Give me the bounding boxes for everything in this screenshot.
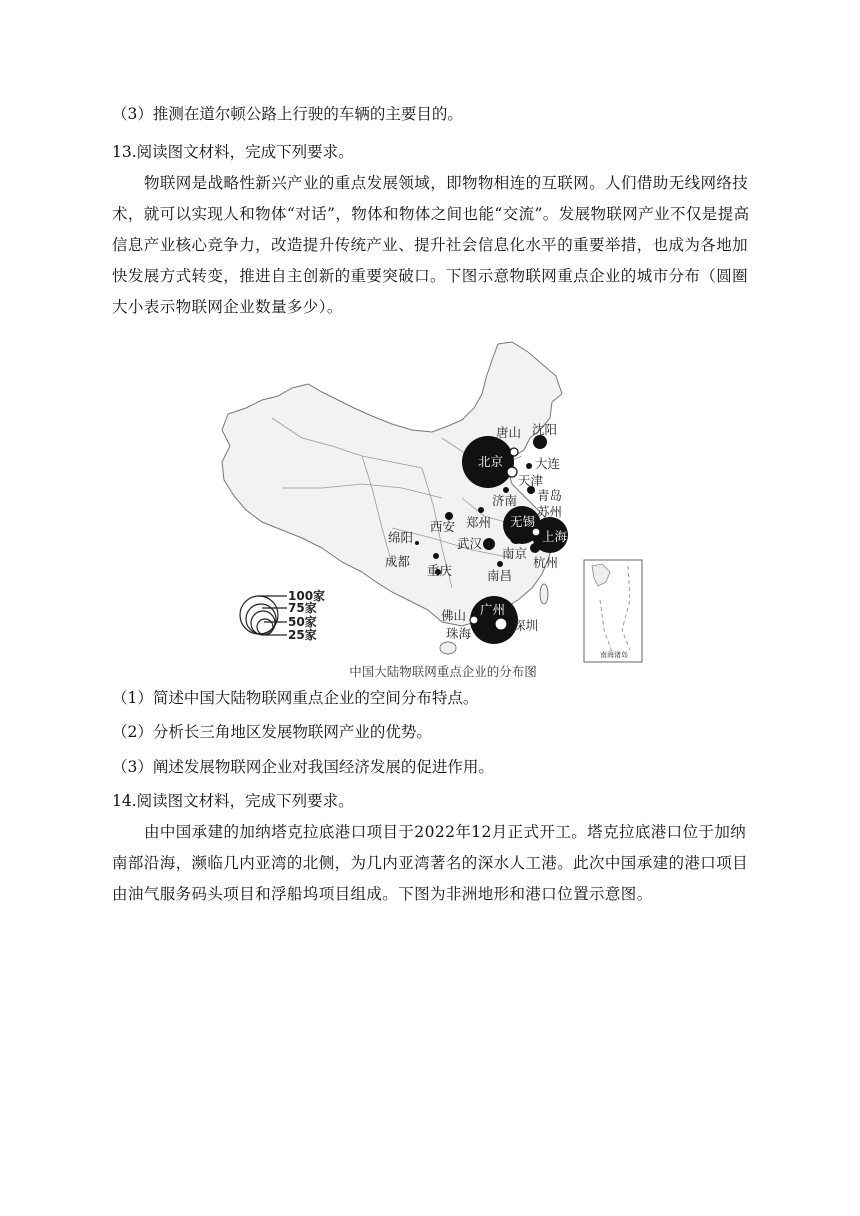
city-label: 杭州 — [533, 555, 559, 570]
city-label: 青岛 — [537, 488, 563, 503]
china-outline — [222, 342, 562, 626]
city-label: 广州 — [480, 602, 506, 617]
question-13-paragraph: 物联网是战略性新兴产业的重点发展领域，即物物相连的互联网。人们借助无线网络技术，就可以实现人和物体“对话”，物体和物体之间也能“交流”。发展物联网产业不仅是提高信息产业核心竞争力，改造提升传统产业、提升社会信息化水平的重要举措，也成为各地加快发展方式转变，推进自主创新的重要突破口。下图示意物联网重点企业的城市分布（圆圈大小表示物联网企业数量多少）。 — [112, 174, 750, 316]
city-label: 郑州 — [466, 515, 492, 530]
city-label: 南京 — [502, 546, 528, 561]
question-14-heading: 14.阅读图文材料，完成下列要求。 — [112, 792, 354, 810]
inset-label: 南海诸岛 — [600, 651, 628, 659]
city-label: 武汉 — [457, 536, 483, 551]
city-label: 佛山 — [441, 608, 467, 623]
legend-label: 50家 — [288, 615, 317, 629]
city-label: 大连 — [535, 456, 561, 471]
city-label: 深圳 — [513, 618, 539, 633]
city-label: 上海 — [542, 529, 568, 544]
city-label: 西安 — [430, 519, 456, 534]
city-label: 天津 — [518, 473, 544, 488]
taiwan-island — [540, 584, 548, 604]
legend-label: 100家 — [288, 589, 326, 603]
city-label: 苏州 — [537, 504, 563, 519]
city-label: 沈阳 — [532, 422, 558, 437]
map-legend — [240, 596, 287, 635]
city-label: 绵阳 — [388, 530, 414, 545]
city-label: 成都 — [385, 554, 411, 569]
question-13-2: （2）分析长三角地区发展物联网产业的优势。 — [112, 723, 432, 741]
legend-label: 25家 — [288, 628, 317, 642]
question-13-3: （3）阐述发展物联网企业对我国经济发展的促进作用。 — [112, 758, 494, 776]
question-12-3: （3）推测在道尔顿公路上行驶的车辆的主要目的。 — [112, 105, 463, 123]
hainan-island — [440, 642, 456, 654]
legend-label: 75家 — [288, 601, 317, 615]
question-13-1: （1）简述中国大陆物联网重点企业的空间分布特点。 — [112, 689, 479, 707]
city-label: 南昌 — [487, 568, 513, 583]
iot-enterprise-map — [212, 338, 628, 684]
city-label: 济南 — [492, 493, 518, 508]
inset-box — [584, 560, 642, 662]
city-label: 唐山 — [496, 425, 522, 440]
city-label: 北京 — [478, 454, 504, 469]
question-13-heading: 13.阅读图文材料，完成下列要求。 — [112, 143, 354, 161]
city-label: 珠海 — [446, 626, 472, 641]
city-label: 重庆 — [427, 563, 453, 578]
shenyang-circle — [533, 435, 547, 449]
map-caption: 中国大陆物联网重点企业的分布图 — [349, 664, 537, 679]
city-label: 无锡 — [510, 514, 536, 529]
question-14-paragraph: 由中国承建的加纳塔克拉底港口项目于2022年12月正式开工。塔克拉底港口位于加纳南部沿海，濒临几内亚湾的北侧，为几内亚湾著名的深水人工港。此次中国承建的港口项目由油气服务码头项目和浮船坞项目组成。下图为非洲地形和港口位置示意图。 — [112, 823, 749, 903]
